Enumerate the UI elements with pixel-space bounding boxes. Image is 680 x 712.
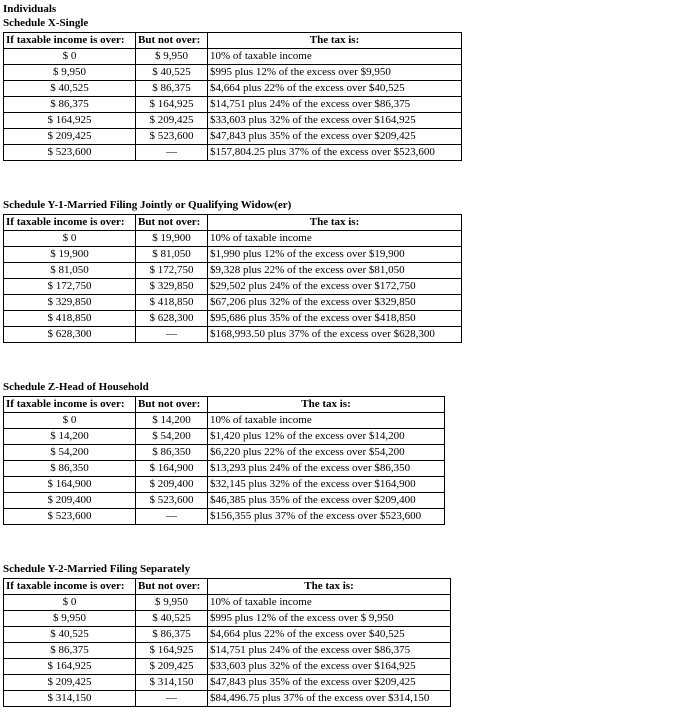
over-cell: $ 172,750: [4, 279, 136, 295]
over-cell: $ 523,600: [4, 509, 136, 525]
tax-cell: $33,603 plus 32% of the excess over $164,925: [208, 113, 462, 129]
tax-cell: 10% of taxable income: [208, 231, 462, 247]
tax-cell: $32,145 plus 32% of the excess over $164,900: [208, 477, 445, 493]
schedule-x-table: [3, 32, 462, 161]
table-row: [4, 49, 462, 65]
table-row: [4, 247, 462, 263]
over-cell: $ 164,900: [4, 477, 136, 493]
tax-cell: $156,355 plus 37% of the excess over $523,600: [208, 509, 445, 525]
over-cell: $ 628,300: [4, 327, 136, 343]
table-row: [4, 675, 451, 691]
tax-cell: $14,751 plus 24% of the excess over $86,375: [208, 97, 462, 113]
table-row: [4, 461, 445, 477]
over-cell: $ 209,425: [4, 129, 136, 145]
over-cell: $ 164,925: [4, 113, 136, 129]
schedule-y2-table: [3, 578, 451, 707]
tax-cell: 10% of taxable income: [208, 413, 445, 429]
page-title: Individuals: [3, 3, 57, 15]
schedule-y1-title: Schedule Y-1-Married Filing Jointly or Qualifying Widow(er): [3, 199, 292, 211]
header-not-over: But not over:: [136, 579, 208, 595]
over-cell: $ 40,525: [4, 627, 136, 643]
tax-cell: 10% of taxable income: [208, 49, 462, 65]
table-row: [4, 611, 451, 627]
header-not-over: But not over:: [136, 33, 208, 49]
header-tax: The tax is:: [208, 215, 462, 231]
table-row: [4, 113, 462, 129]
header-over: If taxable income is over:: [4, 33, 136, 49]
header-not-over: But not over:: [136, 215, 208, 231]
header-tax: The tax is:: [208, 579, 451, 595]
tax-cell: $9,328 plus 22% of the excess over $81,050: [208, 263, 462, 279]
not-over-cell: $ 314,150: [136, 675, 208, 691]
over-cell: $ 81,050: [4, 263, 136, 279]
table-row: [4, 231, 462, 247]
not-over-cell: $ 209,425: [136, 659, 208, 675]
over-cell: $ 0: [4, 231, 136, 247]
not-over-cell: $ 523,600: [136, 493, 208, 509]
tax-cell: $995 plus 12% of the excess over $ 9,950: [208, 611, 451, 627]
tax-cell: $33,603 plus 32% of the excess over $164,925: [208, 659, 451, 675]
not-over-cell: $ 19,900: [136, 231, 208, 247]
table-row: [4, 279, 462, 295]
over-cell: $ 329,850: [4, 295, 136, 311]
schedule-x-title: Schedule X-Single: [3, 17, 89, 29]
not-over-cell: $ 54,200: [136, 429, 208, 445]
header-not-over: But not over:: [136, 397, 208, 413]
table-header-row: [4, 397, 445, 413]
table-row: [4, 97, 462, 113]
tax-cell: $1,420 plus 12% of the excess over $14,200: [208, 429, 445, 445]
not-over-cell: $ 86,375: [136, 627, 208, 643]
schedule-y2-title: Schedule Y-2-Married Filing Separately: [3, 563, 191, 575]
table-row: [4, 691, 451, 707]
over-cell: $ 0: [4, 595, 136, 611]
tax-cell: $95,686 plus 35% of the excess over $418,850: [208, 311, 462, 327]
table-header-row: [4, 33, 462, 49]
not-over-cell: $ 209,400: [136, 477, 208, 493]
not-over-cell: $ 9,950: [136, 49, 208, 65]
schedule-y1-table: [3, 214, 462, 343]
schedule-z-table: [3, 396, 445, 525]
over-cell: $ 9,950: [4, 611, 136, 627]
header-over: If taxable income is over:: [4, 397, 136, 413]
tax-cell: 10% of taxable income: [208, 595, 451, 611]
not-over-cell: $ 81,050: [136, 247, 208, 263]
over-cell: $ 40,525: [4, 81, 136, 97]
tax-cell: $995 plus 12% of the excess over $9,950: [208, 65, 462, 81]
over-cell: $ 164,925: [4, 659, 136, 675]
tax-cell: $67,206 plus 32% of the excess over $329,850: [208, 295, 462, 311]
not-over-cell: —: [136, 691, 208, 707]
tax-cell: $14,751 plus 24% of the excess over $86,375: [208, 643, 451, 659]
over-cell: $ 14,200: [4, 429, 136, 445]
table-row: [4, 509, 445, 525]
tax-cell: $47,843 plus 35% of the excess over $209,425: [208, 675, 451, 691]
not-over-cell: $ 86,375: [136, 81, 208, 97]
tax-cell: $84,496.75 plus 37% of the excess over $314,150: [208, 691, 451, 707]
over-cell: $ 314,150: [4, 691, 136, 707]
not-over-cell: —: [136, 145, 208, 161]
not-over-cell: $ 172,750: [136, 263, 208, 279]
tax-cell: $168,993.50 plus 37% of the excess over $628,300: [208, 327, 462, 343]
tax-cell: $29,502 plus 24% of the excess over $172,750: [208, 279, 462, 295]
over-cell: $ 9,950: [4, 65, 136, 81]
over-cell: $ 209,400: [4, 493, 136, 509]
table-header-row: [4, 579, 451, 595]
table-row: [4, 595, 451, 611]
header-tax: The tax is:: [208, 397, 445, 413]
table-row: [4, 311, 462, 327]
over-cell: $ 418,850: [4, 311, 136, 327]
tax-cell: $6,220 plus 22% of the excess over $54,200: [208, 445, 445, 461]
tax-cell: $4,664 plus 22% of the excess over $40,525: [208, 627, 451, 643]
tax-cell: $47,843 plus 35% of the excess over $209,425: [208, 129, 462, 145]
table-row: [4, 413, 445, 429]
not-over-cell: $ 209,425: [136, 113, 208, 129]
over-cell: $ 86,375: [4, 97, 136, 113]
header-over: If taxable income is over:: [4, 579, 136, 595]
not-over-cell: —: [136, 509, 208, 525]
table-row: [4, 627, 451, 643]
over-cell: $ 209,425: [4, 675, 136, 691]
table-row: [4, 129, 462, 145]
table-row: [4, 327, 462, 343]
not-over-cell: $ 164,900: [136, 461, 208, 477]
not-over-cell: —: [136, 327, 208, 343]
not-over-cell: $ 523,600: [136, 129, 208, 145]
not-over-cell: $ 40,525: [136, 65, 208, 81]
not-over-cell: $ 14,200: [136, 413, 208, 429]
over-cell: $ 0: [4, 413, 136, 429]
table-row: [4, 493, 445, 509]
not-over-cell: $ 164,925: [136, 97, 208, 113]
schedule-z-title: Schedule Z-Head of Household: [3, 381, 149, 393]
over-cell: $ 19,900: [4, 247, 136, 263]
tax-cell: $4,664 plus 22% of the excess over $40,525: [208, 81, 462, 97]
table-row: [4, 477, 445, 493]
table-row: [4, 659, 451, 675]
table-header-row: [4, 215, 462, 231]
table-row: [4, 429, 445, 445]
table-row: [4, 295, 462, 311]
tax-cell: $46,385 plus 35% of the excess over $209,400: [208, 493, 445, 509]
not-over-cell: $ 40,525: [136, 611, 208, 627]
not-over-cell: $ 628,300: [136, 311, 208, 327]
tax-cell: $13,293 plus 24% of the excess over $86,350: [208, 461, 445, 477]
not-over-cell: $ 164,925: [136, 643, 208, 659]
not-over-cell: $ 86,350: [136, 445, 208, 461]
over-cell: $ 54,200: [4, 445, 136, 461]
not-over-cell: $ 9,950: [136, 595, 208, 611]
table-row: [4, 65, 462, 81]
tax-cell: $157,804.25 plus 37% of the excess over $523,600: [208, 145, 462, 161]
table-row: [4, 643, 451, 659]
table-row: [4, 145, 462, 161]
over-cell: $ 0: [4, 49, 136, 65]
table-row: [4, 263, 462, 279]
not-over-cell: $ 418,850: [136, 295, 208, 311]
table-row: [4, 81, 462, 97]
over-cell: $ 86,375: [4, 643, 136, 659]
header-over: If taxable income is over:: [4, 215, 136, 231]
over-cell: $ 86,350: [4, 461, 136, 477]
tax-cell: $1,990 plus 12% of the excess over $19,900: [208, 247, 462, 263]
header-tax: The tax is:: [208, 33, 462, 49]
not-over-cell: $ 329,850: [136, 279, 208, 295]
table-row: [4, 445, 445, 461]
over-cell: $ 523,600: [4, 145, 136, 161]
